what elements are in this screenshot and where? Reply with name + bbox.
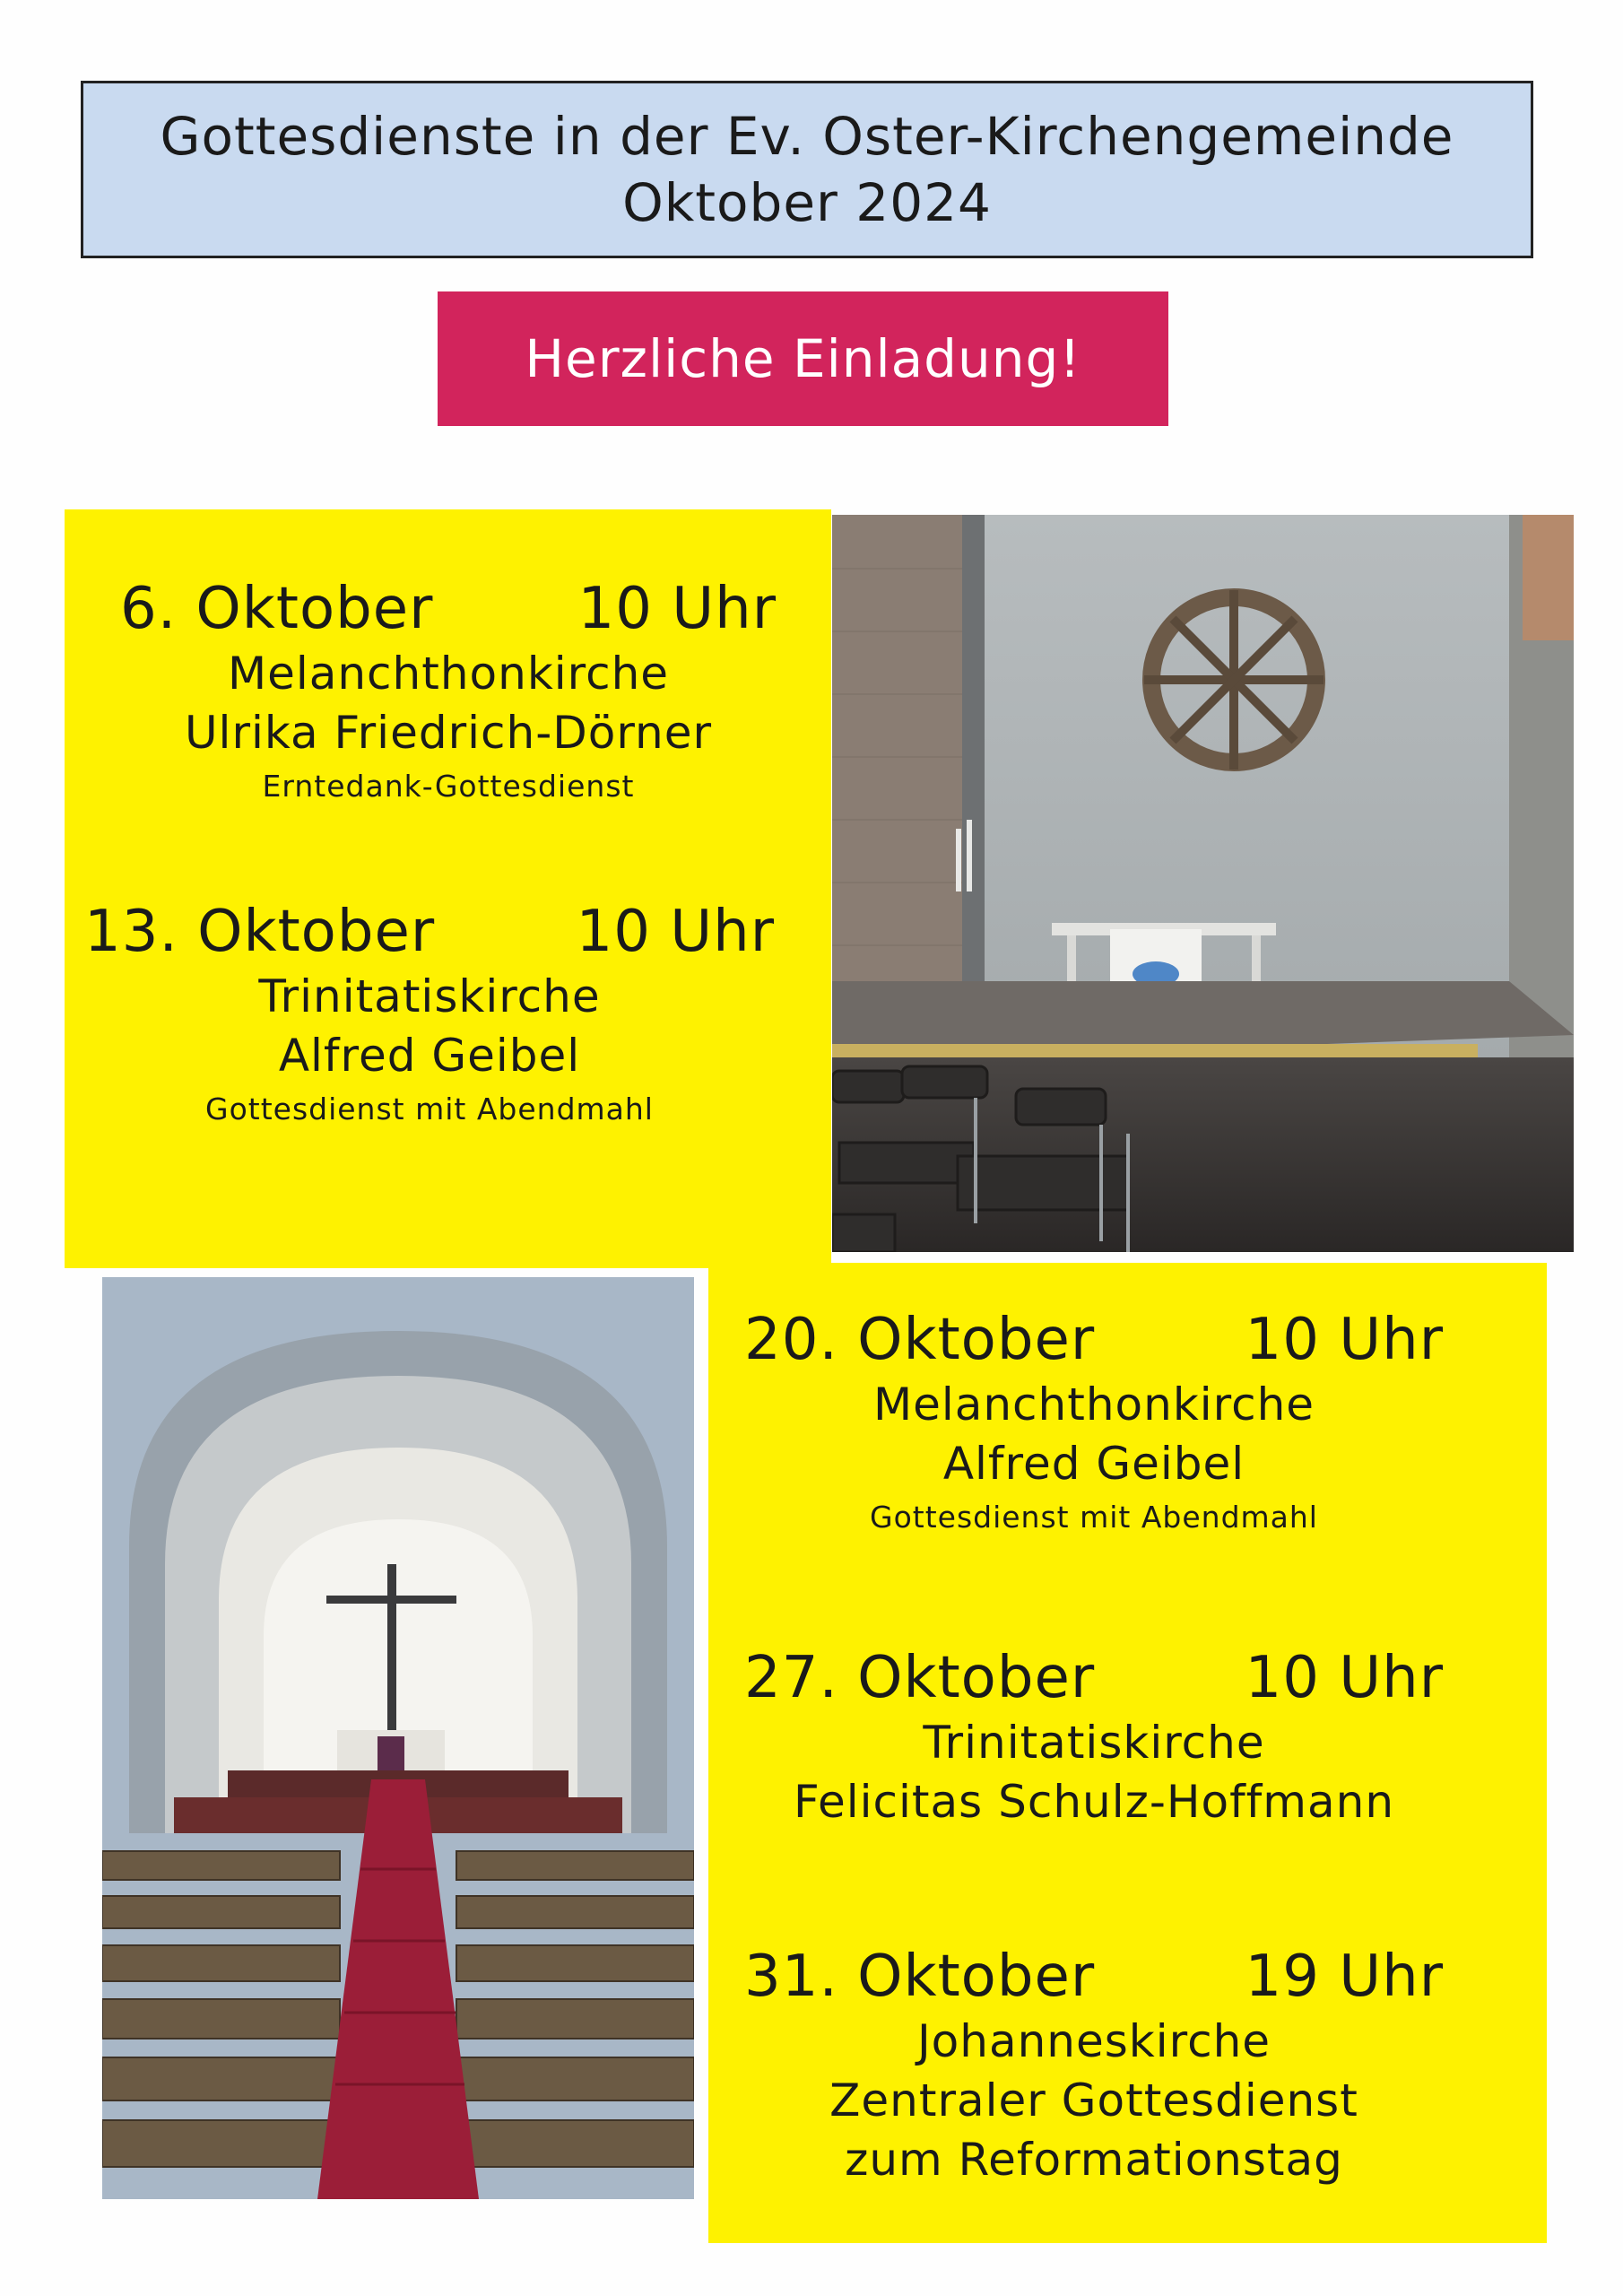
event-oct-31 bbox=[744, 1942, 1444, 2189]
event-date: 6. Oktober bbox=[120, 576, 434, 642]
title-line-2: Oktober 2024 bbox=[622, 172, 992, 233]
event-oct-6 bbox=[120, 574, 777, 811]
event-date: 20. Oktober bbox=[744, 1307, 1096, 1373]
event-church: Trinitatiskirche bbox=[923, 1717, 1265, 1769]
invitation-banner: Herzliche Einladung! bbox=[438, 291, 1168, 426]
event-date: 13. Oktober bbox=[84, 899, 436, 965]
event-time: 10 Uhr bbox=[1245, 1307, 1444, 1373]
event-church: Trinitatiskirche bbox=[258, 970, 601, 1022]
event-note: Erntedank-Gottesdienst bbox=[262, 769, 635, 804]
event-date: 27. Oktober bbox=[744, 1645, 1096, 1711]
event-date: 31. Oktober bbox=[744, 1944, 1096, 2010]
church-altar-photo bbox=[832, 515, 1574, 1252]
event-time: 10 Uhr bbox=[577, 576, 777, 642]
event-time: 10 Uhr bbox=[1245, 1645, 1444, 1711]
event-occasion: zum Reformationstag bbox=[845, 2134, 1343, 2186]
event-church: Melanchthonkirche bbox=[227, 648, 670, 700]
event-time: 19 Uhr bbox=[1245, 1944, 1444, 2010]
event-pastor: Felicitas Schulz-Hoffmann bbox=[793, 1776, 1395, 1828]
event-pastor: Alfred Geibel bbox=[942, 1438, 1245, 1490]
event-church: Melanchthonkirche bbox=[872, 1378, 1315, 1431]
event-note: Gottesdienst mit Abendmahl bbox=[205, 1091, 654, 1126]
event-description: Zentraler Gottesdienst bbox=[829, 2074, 1358, 2126]
title-line-1: Gottesdienste in der Ev. Oster-Kirchengemeinde bbox=[160, 106, 1454, 167]
event-church: Johanneskirche bbox=[916, 2015, 1271, 2067]
event-oct-27 bbox=[744, 1643, 1444, 1831]
event-oct-13 bbox=[84, 897, 775, 1134]
title-banner bbox=[81, 81, 1533, 258]
event-time: 10 Uhr bbox=[576, 899, 775, 965]
church-nave-photo bbox=[102, 1277, 694, 2199]
event-pastor: Ulrika Friedrich-Dörner bbox=[184, 707, 713, 759]
event-pastor: Alfred Geibel bbox=[278, 1030, 581, 1082]
event-note: Gottesdienst mit Abendmahl bbox=[870, 1500, 1318, 1535]
event-oct-20 bbox=[744, 1305, 1444, 1542]
